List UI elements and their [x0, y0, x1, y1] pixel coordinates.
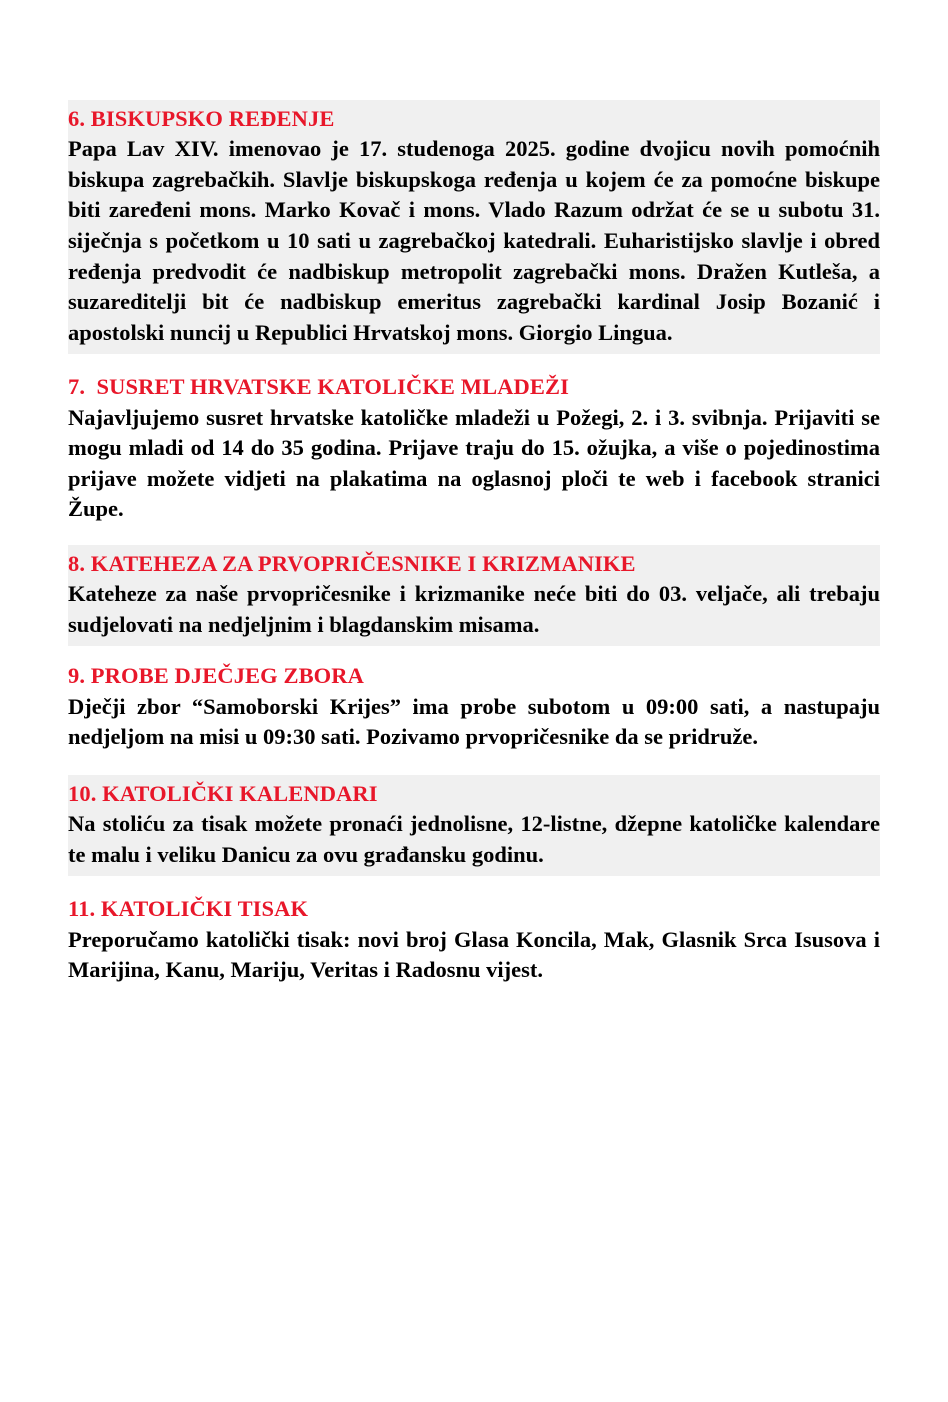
section-gap: [68, 531, 880, 545]
section-body: Preporučamo katolički tisak: novi broj Glasa Koncila, Mak, Glasnik Srca Isusova i Marijina, Kanu, Mariju, Veritas i Radosnu vijest.: [68, 926, 880, 983]
section-probe-djecjeg-zbora: [68, 657, 880, 758]
section-body: Na stoliću za tisak možete pronaći jednolisne, 12-listne, džepne katoličke kalendare te malu i veliku Danicu za ovu građansku godinu.: [68, 811, 880, 867]
document-body: [68, 100, 880, 992]
section-heading: 9. PROBE DJEČJEG ZBORA: [68, 663, 364, 689]
section-body: Najavljujemo susret hrvatske katoličke mladeži u Požegi, 2. i 3. svibnja. Prijaviti se mogu mladi od 14 do 35 godina. Prijave traju do 15. ožujka, a više o pojedinostima prijave možete vidjeti na plakatima na oglasnoj ploči te web i facebook stranici Župe.: [68, 404, 880, 522]
section-heading: 8. KATEHEZA ZA PRVOPRIČESNIKE I KRIZMANIKE: [68, 551, 636, 577]
section-body: Kateheze za naše prvopričesnike i krizmanike neće biti do 03. veljače, ali trebaju sudjelovati na nedjeljnim i blagdanskim misama.: [68, 581, 880, 637]
section-body: Dječji zbor “Samoborski Krijes” ima probe subotom u 09:00 sati, a nastupaju nedjeljom na misi u 09:30 sati. Pozivamo prvopričesnike da se pridruže.: [68, 693, 880, 750]
section-heading: 6. BISKUPSKO REĐENJE: [68, 106, 335, 131]
section-body: Papa Lav XIV. imenovao je 17. studenoga 2025. godine dvojicu novih pomoćnih biskupa zagrebačkih. Slavlje biskupskoga ređenja u kojem će za pomoćne biskupe biti zaređeni mons. Marko Kovač i mons. Vlado Razum održat će se u subotu 31. siječnja s početkom u 10 sati u zagrebačkoj katedrali. Euharistijsko slavlje i obred ređenja predvodit će nadbiskup metropolit zagrebački mons. Dražen Kutleša, a suzareditelji bit će nadbiskup emeritus zagrebački kardinal Josip Bozanić i apostolski nuncij u Republici Hrvatskoj mons. Giorgio Lingua.: [68, 136, 880, 345]
section-gap: [68, 646, 880, 657]
section-gap: [68, 759, 880, 775]
section-gap: [68, 876, 880, 890]
section-heading: 10. KATOLIČKI KALENDARI: [68, 780, 378, 806]
section-gap: [68, 354, 880, 368]
section-katolicki-kalendari: [68, 775, 880, 876]
section-kateheza-za-prvopricesnike-i-krizmanike: [68, 545, 880, 646]
section-heading: 11. KATOLIČKI TISAK: [68, 896, 309, 922]
section-katolicki-tisak: [68, 890, 880, 991]
section-biskupsko-redenje: [68, 100, 880, 354]
section-susret-hrvatske-katolicke-mladezi: [68, 368, 880, 531]
section-heading: 7. SUSRET HRVATSKE KATOLIČKE MLADEŽI: [68, 374, 569, 400]
